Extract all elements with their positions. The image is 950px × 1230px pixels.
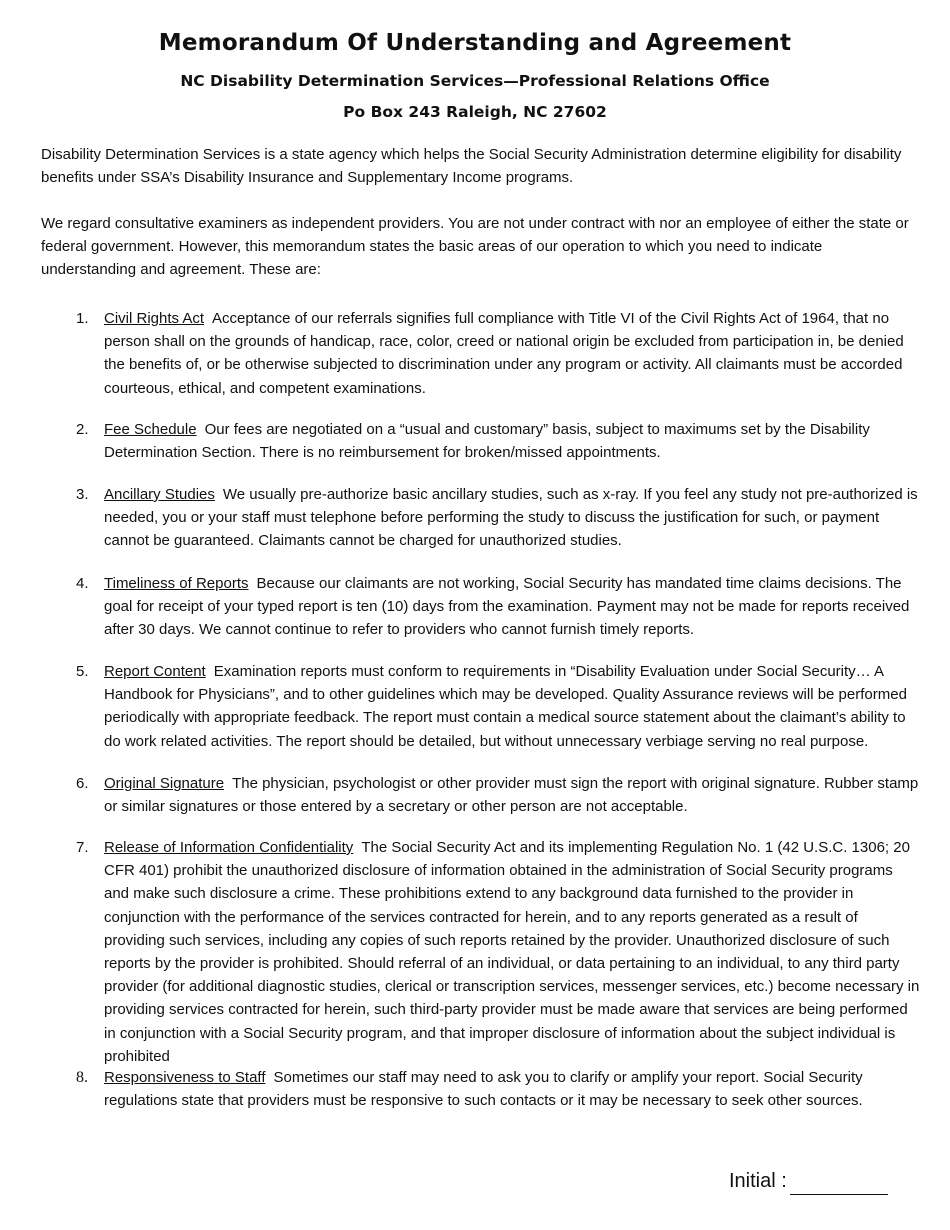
item-number: 2.	[76, 421, 89, 438]
list-item	[41, 483, 921, 553]
office-address: Po Box 243 Raleigh, NC 27602	[343, 103, 607, 121]
item-text: The physician, psychologist or other provider must sign the report with original signature. Rubber stamp or similar signatures or those entered by a secretary or other person are not acceptable.	[104, 775, 919, 816]
item-heading: Civil Rights Act	[104, 310, 205, 327]
item-body	[104, 483, 921, 553]
document-title: Memorandum Of Understanding and Agreement	[158, 30, 792, 56]
item-heading: Timeliness of Reports	[104, 575, 249, 592]
item-text: Because our claimants are not working, Social Security has mandated time claims decisions. The goal for receipt of your typed report is ten (10) days from the examination. Payment may not be made for reports received after 30 days. We cannot continue to refer to providers who cannot furnish timely reports.	[104, 575, 910, 639]
item-heading: Fee Schedule	[104, 421, 197, 438]
item-heading: Responsiveness to Staff	[104, 1069, 266, 1086]
list-item	[41, 572, 921, 642]
item-number: 6.	[76, 775, 89, 792]
item-body	[104, 660, 921, 753]
item-number: 5.	[76, 663, 89, 680]
office-subtitle: NC Disability Determination Services—Professional Relations Office	[180, 72, 770, 90]
item-text: Examination reports must conform to requirements in “Disability Evaluation under Social Security… A Handbook for Physicians”, and to other guidelines which may be developed. Quality Assurance reviews will be performed periodically with appropriate feedback. The report must contain a medical source statement about the claimant’s ability to do work related activities. The report should be detailed, but without unnecessary verbiage serving no real purpose.	[104, 663, 907, 750]
item-heading: Report Content	[104, 663, 206, 680]
item-text: Our fees are negotiated on a “usual and customary” basis, subject to maximums set by the Disability Determination Section. There is no reimbursement for broken/missed appointments.	[104, 421, 870, 462]
item-text: We usually pre-authorize basic ancillary studies, such as x-ray. If you feel any study not pre-authorized is needed, you or your staff must telephone before performing the study to discuss the justification for such, or payment cannot be guaranteed. Claimants cannot be charged for unauthorized studies.	[104, 486, 918, 550]
initial-label: Initial :	[729, 1170, 787, 1192]
item-text: The Social Security Act and its implementing Regulation No. 1 (42 U.S.C. 1306; 20 CFR 401) prohibit the unauthorized disclosure of information obtained in the administration of Social Security programs and make such disclosure a crime. These prohibitions extend to any background data furnished to the provider in conjunction with the performance of the services contracted for herein, and to any reports generated as a result of providing such services, including any copies of such reports retained by the provider. Unauthorized disclosure of such reports by the provider is prohibited. Should referral of an individual, or data pertaining to an individual, to any third party provider (for additional diagnostic studies, clerical or transcription services, messenger services, etc.) become necessary in providing services contracted for herein, such third-party provider must be made aware that services are being performed in conjunction with a Social Security program, and that improper disclosure of information about the subject individual is prohibited	[104, 839, 920, 1065]
item-heading: Release of Information Confidentiality	[104, 839, 354, 856]
item-body	[104, 1066, 921, 1112]
item-body	[104, 772, 921, 818]
item-number: 4.	[76, 575, 89, 592]
list-item	[41, 1066, 921, 1112]
list-item	[41, 772, 921, 818]
item-text: Acceptance of our referrals signifies full compliance with Title VI of the Civil Rights Act of 1964, that no person shall on the grounds of handicap, race, color, creed or national origin be excluded from participation in, be denied the benefits of, or be otherwise subjected to discrimination under any program or activity. All claimants must be accorded courteous, ethical, and competent examinations.	[104, 310, 904, 397]
intro-paragraph: Disability Determination Services is a state agency which helps the Social Security Administration determine eligibility for disability benefits under SSA’s Disability Insurance and Supplementary Income programs.	[41, 146, 902, 187]
item-number: 8.	[76, 1069, 88, 1086]
item-number: 7.	[76, 839, 89, 856]
item-number: 3.	[76, 486, 89, 503]
item-heading: Original Signature	[104, 775, 225, 792]
initial-signature-line[interactable]	[790, 1194, 888, 1195]
item-body	[104, 418, 921, 464]
item-body	[104, 307, 921, 400]
intro-paragraph-2: We regard consultative examiners as independent providers. You are not under contract with nor an employee of either the state or federal government. However, this memorandum states the basic areas of our operation to which you need to indicate understanding and agreement. These are:	[41, 215, 909, 279]
list-item	[41, 660, 921, 753]
list-item	[41, 418, 921, 464]
item-body	[104, 836, 921, 1068]
item-text: Sometimes our staff may need to ask you to clarify or amplify your report. Social Security regulations state that providers must be responsive to such contacts or it may be necessary to seek other sources.	[104, 1069, 863, 1110]
list-item	[41, 836, 921, 1068]
item-heading: Ancillary Studies	[104, 486, 215, 503]
item-number: 1.	[76, 310, 89, 327]
item-body	[104, 572, 921, 642]
list-item	[41, 307, 921, 400]
